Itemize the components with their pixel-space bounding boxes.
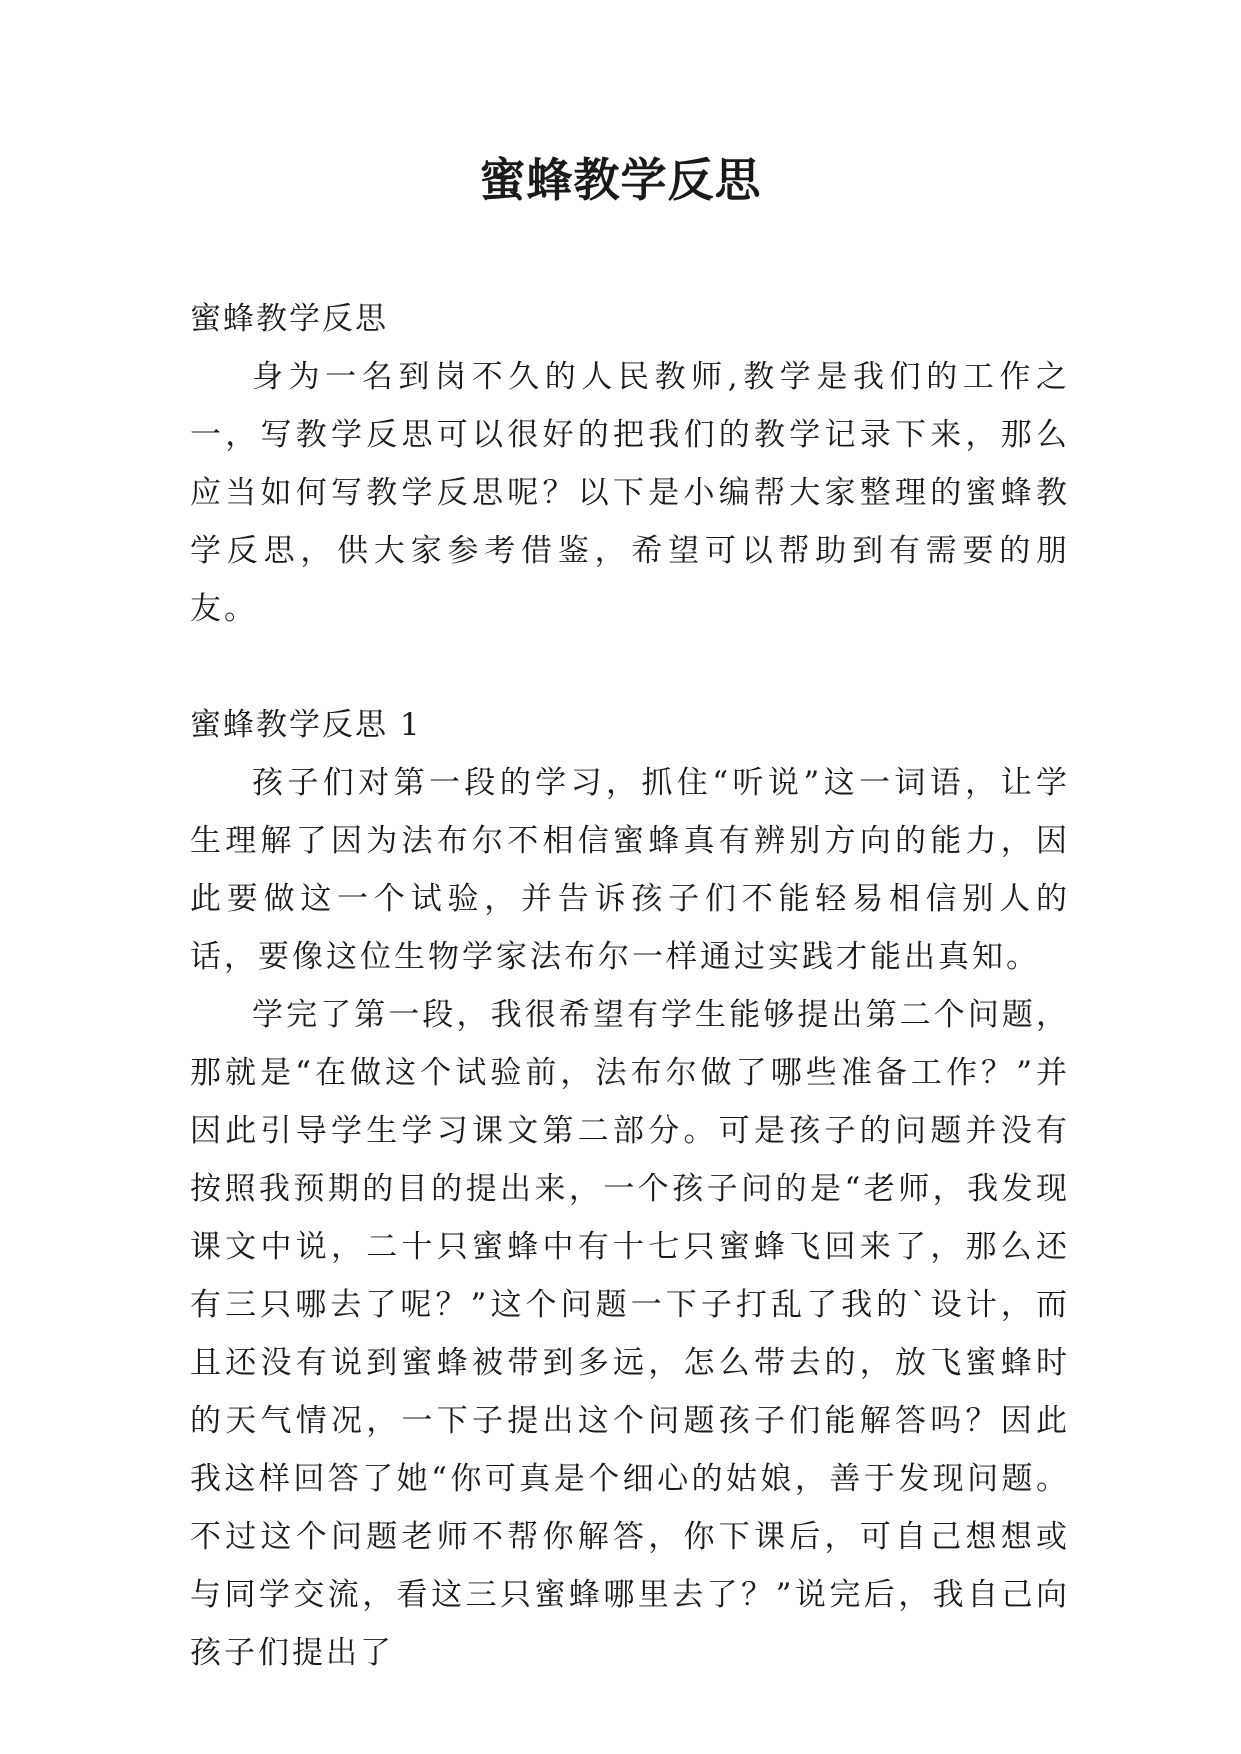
document-title: 蜜蜂教学反思 (479, 153, 762, 207)
document-body (190, 290, 1070, 1682)
section1-heading: 蜜蜂教学反思 1 (190, 707, 422, 743)
intro-paragraph: 身为一名到岗不久的人民教师,教学是我们的工作之一，写教学反思可以很好的把我们的教学记录下来，那么应当如何写教学反思呢？以下是小编帮大家整理的蜜蜂教学反思，供大家参考借鉴，希望可以帮助到有需要的朋友。 (190, 359, 1070, 627)
section1-paragraph-1: 孩子们对第一段的学习，抓住“听说”这一词语，让学生理解了因为法布尔不相信蜜蜂真有辨别方向的能力，因此要做这一个试验，并告诉孩子们不能轻易相信别人的话，要像这位生物学家法布尔一样通过实践才能出真知。 (190, 765, 1070, 975)
section-spacer (190, 638, 1070, 696)
intro-heading: 蜜蜂教学反思 (190, 301, 388, 337)
section1-paragraph-2: 学完了第一段，我很希望有学生能够提出第二个问题，那就是“在做这个试验前，法布尔做了哪些准备工作？”并因此引导学生学习课文第二部分。可是孩子的问题并没有按照我预期的目的提出来，一个孩子问的是“老师，我发现课文中说，二十只蜜蜂中有十七只蜜蜂飞回来了，那么还有三只哪去了呢？”这个问题一下子打乱了我的`设计，而且还没有说到蜜蜂被带到多远，怎么带去的，放飞蜜蜂时的天气情况，一下子提出这个问题孩子们能解答吗？因此我这样回答了她“你可真是个细心的姑娘，善于发现问题。不过这个问题老师不帮你解答，你下课后，可自己想想或与同学交流，看这三只蜜蜂哪里去了？”说完后，我自己向孩子们提出了 (190, 997, 1070, 1671)
